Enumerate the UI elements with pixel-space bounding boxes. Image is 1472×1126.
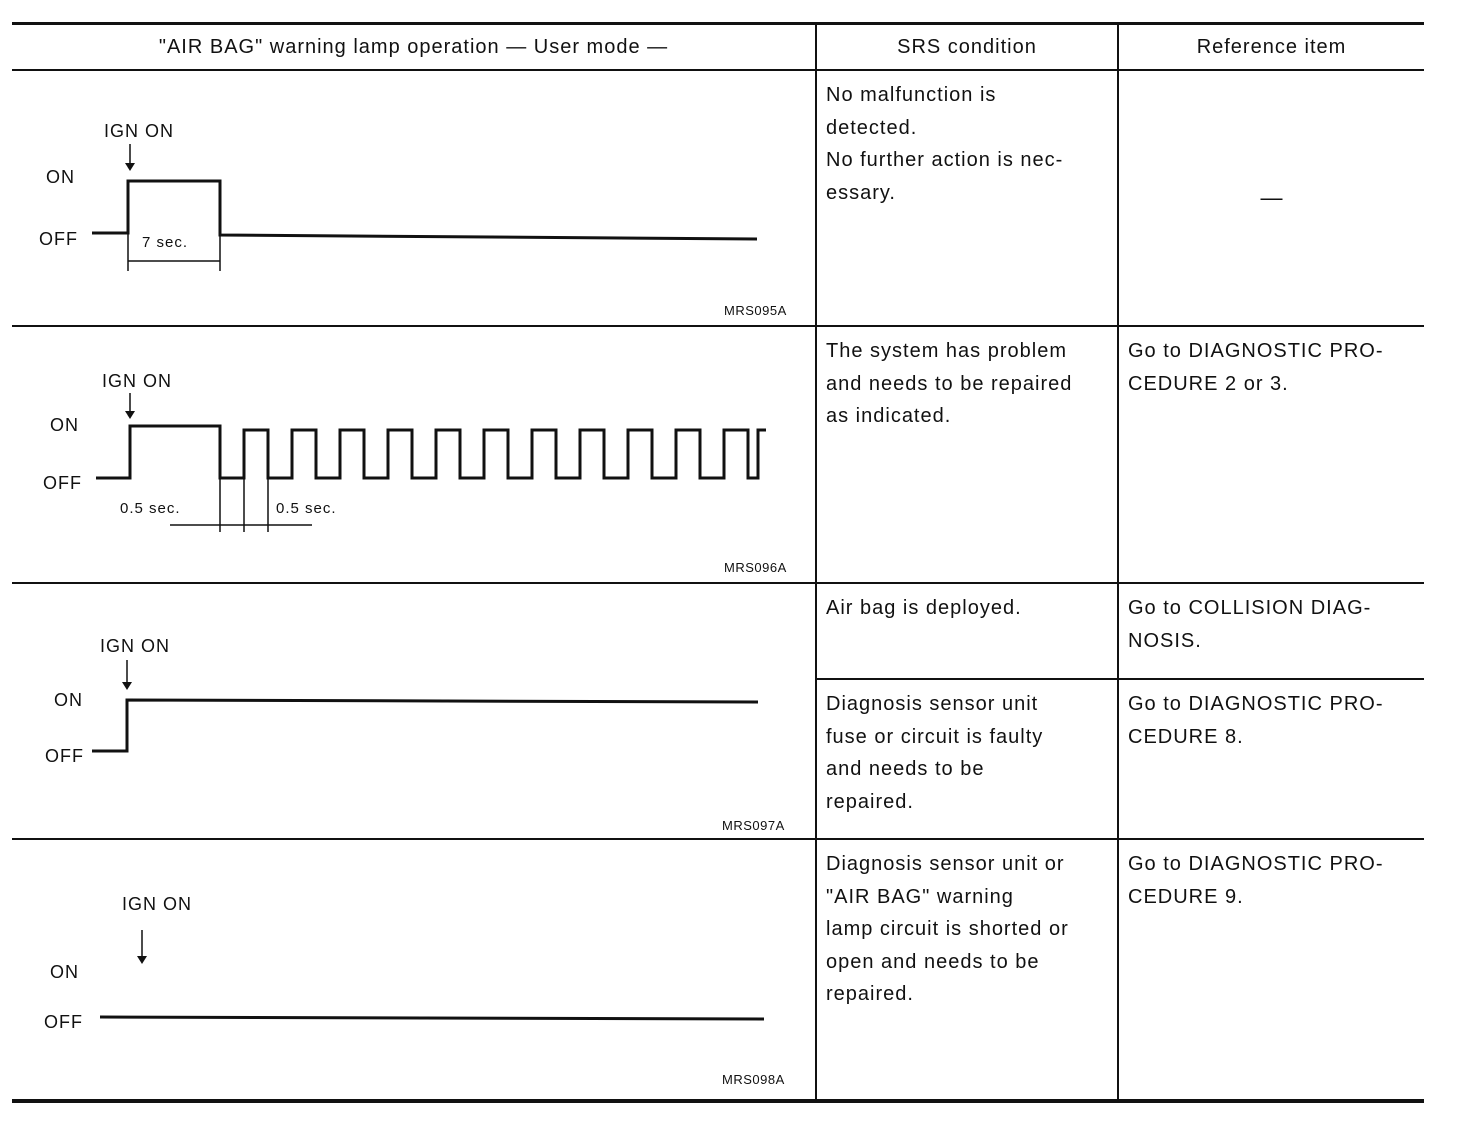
- srs-cell-2: [816, 326, 1118, 583]
- off-label: OFF: [39, 229, 78, 249]
- table-row: [12, 326, 1424, 583]
- lamp-diagram-1: [12, 71, 816, 327]
- srs-cell-3a: [816, 583, 1118, 679]
- ign-on-label: IGN ON: [100, 636, 171, 656]
- figure-code: MRS095A: [724, 303, 787, 318]
- table-row: [12, 583, 1424, 679]
- reference-cell-2: [1118, 326, 1424, 583]
- arrow-head-icon: [122, 682, 132, 690]
- reference-cell-4: [1118, 839, 1424, 1101]
- srs-condition-text: Diagnosis sensor unit fuse or circuit is faulty and needs to be repaired.: [826, 693, 1044, 813]
- srs-condition-text: Diagnosis sensor unit or "AIR BAG" warning lamp circuit is shorted or open and needs to be repaired.: [826, 853, 1069, 1005]
- on-label: ON: [50, 415, 79, 435]
- off-label: OFF: [44, 1012, 83, 1032]
- duration-label-2: 0.5 sec.: [276, 500, 337, 517]
- table-header: [12, 24, 1424, 71]
- reference-text: Go to DIAGNOSTIC PRO- CEDURE 2 or 3.: [1128, 340, 1384, 395]
- srs-cell-4: [816, 839, 1118, 1101]
- ign-on-label: IGN ON: [102, 371, 173, 391]
- diagram-cell-3: [12, 583, 816, 839]
- lamp-diagram-3: [12, 584, 816, 840]
- figure-code: MRS096A: [724, 560, 787, 575]
- off-label: OFF: [43, 473, 82, 493]
- header-reference-item: Reference item: [1118, 24, 1424, 71]
- diagram-cell-1: [12, 70, 816, 326]
- lamp-waveform: [96, 426, 766, 478]
- reference-text: Go to DIAGNOSTIC PRO- CEDURE 8.: [1128, 693, 1384, 748]
- reference-cell-1: [1118, 70, 1424, 326]
- figure-code: MRS097A: [722, 818, 785, 833]
- lamp-waveform: [92, 700, 758, 751]
- duration-label: 7 sec.: [142, 234, 189, 251]
- header-lamp-operation: "AIR BAG" warning lamp operation — User mode —: [12, 24, 816, 71]
- reference-text: Go to DIAGNOSTIC PRO- CEDURE 9.: [1128, 853, 1384, 908]
- srs-condition-text: No malfunction is detected. No further action is nec- essary.: [826, 84, 1064, 204]
- arrow-head-icon: [125, 411, 135, 419]
- arrow-head-icon: [137, 956, 147, 964]
- lamp-waveform: [100, 1017, 764, 1019]
- on-label: ON: [50, 962, 79, 982]
- arrow-head-icon: [125, 163, 135, 171]
- reference-text: Go to COLLISION DIAG- NOSIS.: [1128, 597, 1372, 652]
- off-label: OFF: [45, 746, 84, 766]
- reference-cell-3a: [1118, 583, 1424, 679]
- lamp-diagram-4: [12, 840, 816, 1102]
- duration-label-1: 0.5 sec.: [120, 500, 181, 517]
- table-row: [12, 839, 1424, 1101]
- reference-cell-3b: [1118, 679, 1424, 839]
- on-label: ON: [46, 167, 75, 187]
- figure-code: MRS098A: [722, 1072, 785, 1087]
- lamp-waveform: [92, 181, 757, 239]
- ign-on-label: IGN ON: [122, 894, 193, 914]
- header-srs-condition: SRS condition: [816, 24, 1118, 71]
- ign-on-label: IGN ON: [104, 121, 175, 141]
- diagram-cell-4: [12, 839, 816, 1101]
- lamp-diagram-2: [12, 327, 816, 584]
- table-row: [12, 70, 1424, 326]
- reference-text: —: [1260, 185, 1283, 210]
- on-label: ON: [54, 690, 83, 710]
- srs-cell-1: [816, 70, 1118, 326]
- srs-cell-3b: [816, 679, 1118, 839]
- srs-condition-text: The system has problem and needs to be repaired as indicated.: [826, 340, 1073, 427]
- srs-lamp-table: [12, 22, 1424, 1103]
- srs-condition-text: Air bag is deployed.: [826, 597, 1022, 619]
- diagram-cell-2: [12, 326, 816, 583]
